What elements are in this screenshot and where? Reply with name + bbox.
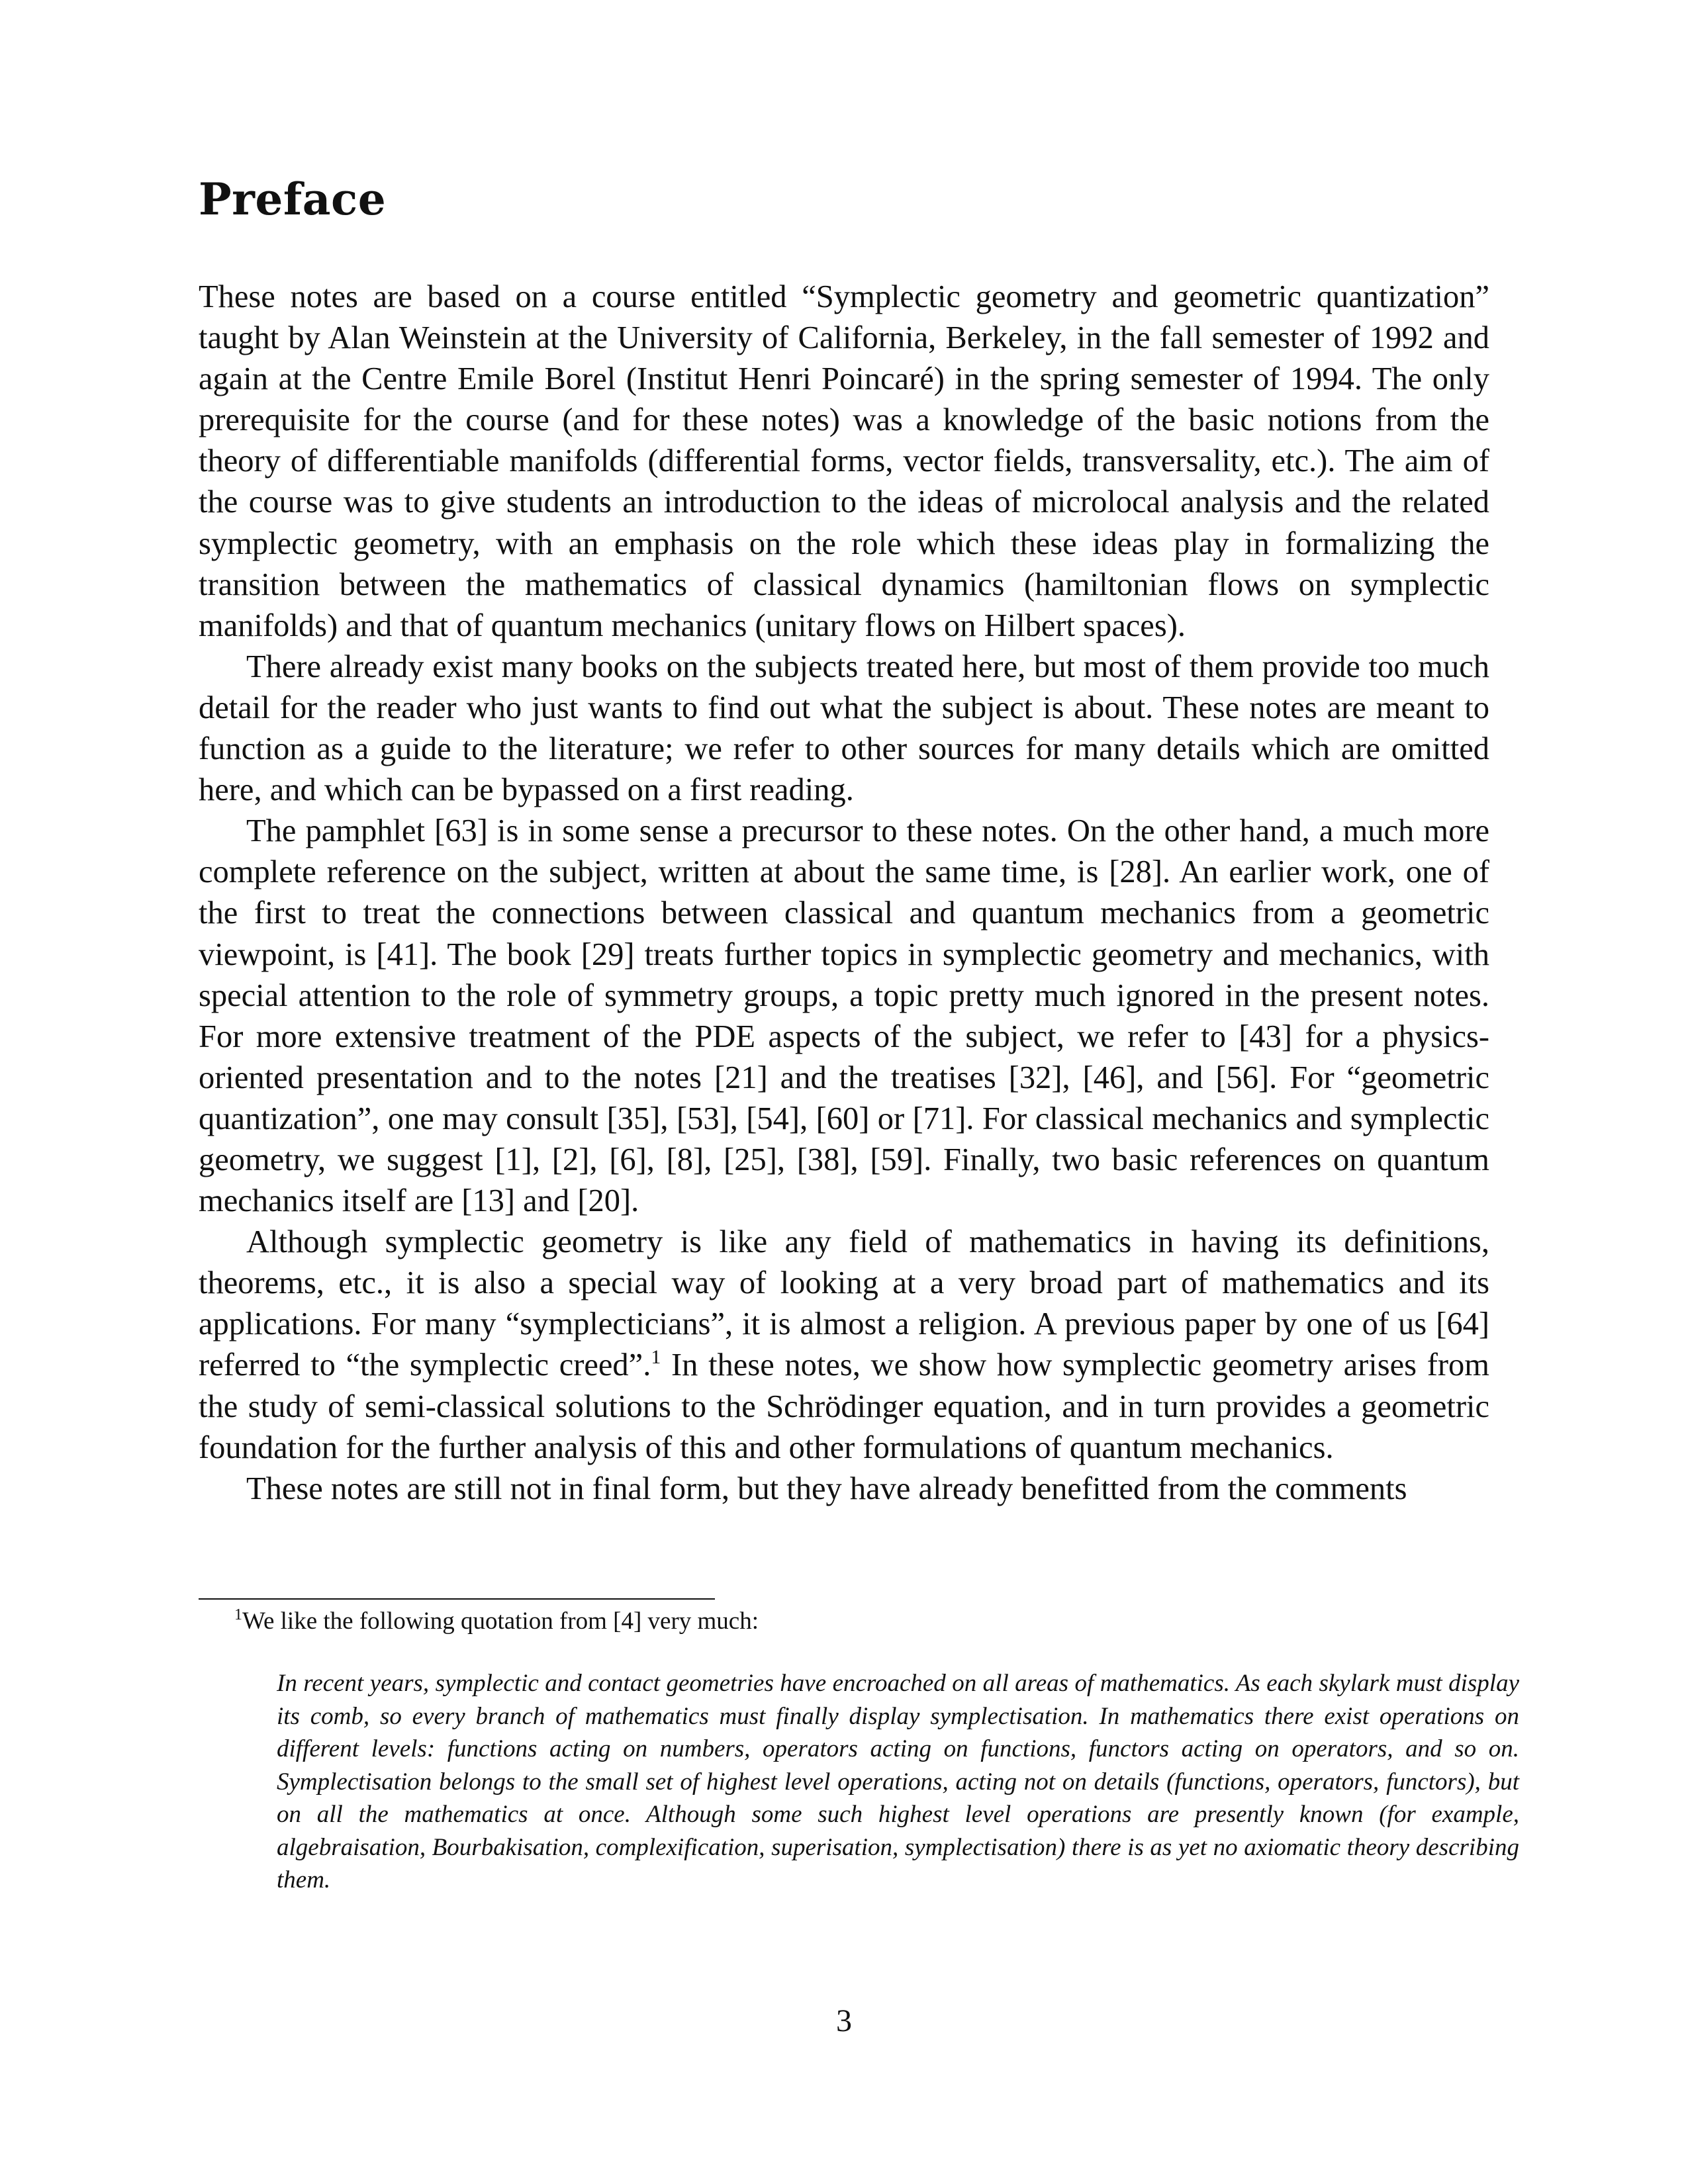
paragraph-4-part-1: Although symplectic geometry is like any field of mathematics in having its definitions, theorems, etc., it is also a special way of looking at a very broad part of mathematics and its applications. For many “symplecticians”, it is almost a religion. A previous paper by one of us [64] referred to “the symplectic creed”. [199,1224,1489,1383]
paragraph-2: There already exist many books on the subjects treated here, but most of them provide too much detail for the reader who just wants to find out what the subject is about. These notes are meant to function as a guide to the literature; we refer to other sources for many details which are omitted here, and which can be bypassed on a first reading. [199,649,1489,808]
footnote-intro-text: We like the following quotation from [4] very much: [242,1608,759,1635]
paragraph-5: These notes are still not in final form, but they have already benefitted from the comments [246,1471,1407,1506]
paragraph-4 [199,1222,1489,1469]
footnote-quotation: In recent years, symplectic and contact geometries have encroached on all areas of mathematics. As each skylark must display its comb, so every branch of mathematics must finally display symplectisation. In mathematics there exist operations on different levels: functions acting on numbers, operators acting on functions, functors acting on operators, and so on. Symplectisation belongs to the small set of highest level operations, acting not on details (functions, operators, functors), but on all the mathematics at once. Although some such highest level operations are presently known (for example, algebraisation, Bourbakisation, complexification, superisation, symplectisation) there is as yet no axiomatic theory describing them. [277,1670,1519,1893]
footnote-mark: 1 [234,1606,242,1623]
preface-body [199,277,1489,1510]
footnote-reference[interactable]: 1 [651,1346,661,1369]
footnote-intro [199,1605,1489,1638]
page-title: Preface [199,173,387,225]
paragraph-4-part-2: In these notes, we show how symplectic geometry arises from the study of semi-classical solutions to the Schrödinger equation, and in turn provides a geometric foundation for the further analysis of this and other formulations of quantum mechanics. [199,1347,1489,1465]
footnote [199,1605,1519,1897]
paragraph-1: These notes are based on a course entitled “Symplectic geometry and geometric quantization” taught by Alan Weinstein at the University of California, Berkeley, in the fall semester of 1992 and again at the Centre Emile Borel (Institut Henri Poincaré) in the spring semester of 1994. The only prerequisite for the course (and for these notes) was a knowledge of the basic notions from the theory of differentiable manifolds (differential forms, vector fields, transversality, etc.). The aim of the course was to give students an introduction to the ideas of microlocal analysis and the related symplectic geometry, with an emphasis on the role which these ideas play in formalizing the transition between the mathematics of classical dynamics (hamiltonian flows on symplectic manifolds) and that of quantum mechanics (unitary flows on Hilbert spaces). [199,279,1489,643]
page-number: 3 [836,2003,852,2038]
paragraph-3: The pamphlet [63] is in some sense a precursor to these notes. On the other hand, a much more complete reference on the subject, written at about the same time, is [28]. An earlier work, one of the first to treat the connections between classical and quantum mechanics from a geometric viewpoint, is [41]. The book [29] treats further topics in symplectic geometry and mechanics, with special attention to the role of symmetry groups, a topic pretty much ignored in the present notes. For more extensive treatment of the PDE aspects of the subject, we refer to [43] for a physics-oriented presentation and to the notes [21] and the treatises [32], [46], and [56]. For “geometric quantization”, one may consult [35], [53], [54], [60] or [71]. For classical mechanics and symplectic geometry, we suggest [1], [2], [6], [8], [25], [38], [59]. Finally, two basic references on quantum mechanics itself are [13] and [20]. [199,813,1489,1219]
footnote-divider [199,1598,715,1600]
